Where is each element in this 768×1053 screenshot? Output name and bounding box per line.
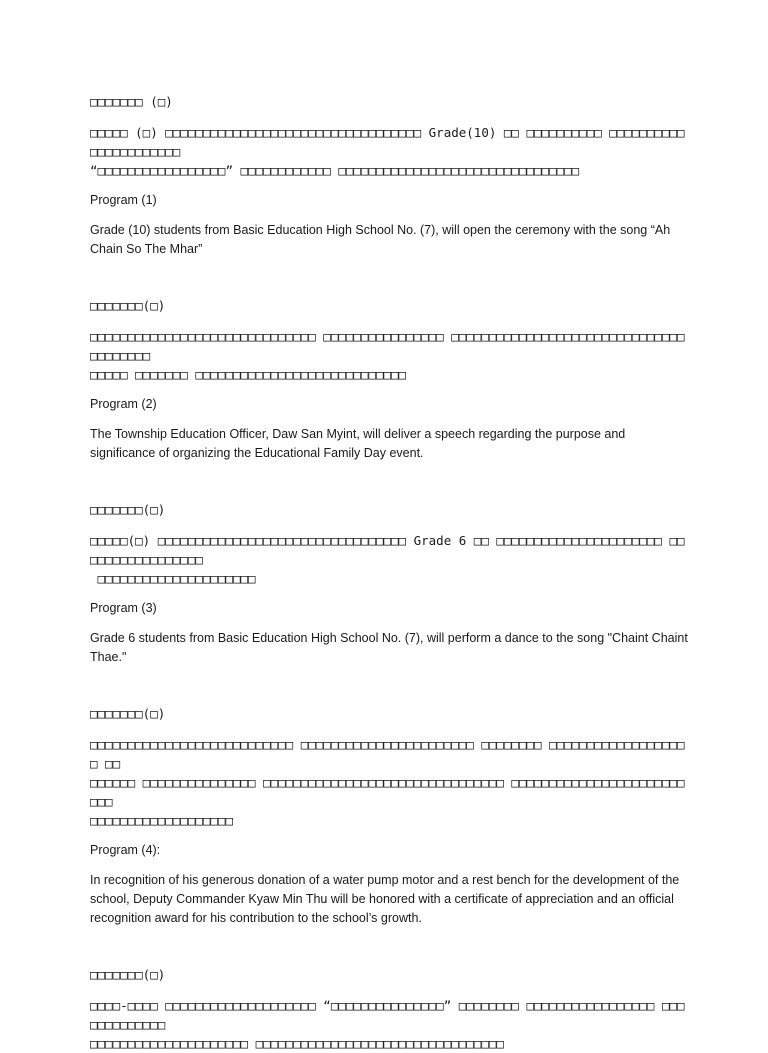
section-paragraph-mm: □□□□□□□□□□□□□□□□□□□□□□□□□□□ □□□□□□□□□□□□□□□□□□□□□□□ □□□□□□□□ □□□□□□□□□□□□□□□□□□□ □□ □□□□□□ □□□□□□□□□□□□□□□ □□□□□□□□□□□□□□□□□□□□□□□□□□□□□□□□ □□□□□□□□□□□□□□□□□□□□□□□□□□ □□□□□□□□□□□□□□□□□□□ [90,737,685,828]
section-gap [90,667,688,705]
section-paragraph-en: Grade 6 students from Basic Education High School No. (7), will perform a dance to the song "Chaint Chaint Thae." [90,631,688,664]
section-paragraph-en: Grade (10) students from Basic Education High School No. (7), will open the ceremony with the song “Ah Chain So The Mhar” [90,223,671,256]
section-paragraph-mm: □□□□□ (□) □□□□□□□□□□□□□□□□□□□□□□□□□□□□□□□□□□ Grade(10) □□ □□□□□□□□□□ □□□□□□□□□□□□□□□□□□□□□□ “□□□□□□□□□□□□□□□□□” □□□□□□□□□□□□ □□□□□□□□□□□□□□□□□□□□□□□□□□□□□□□□ [90,125,685,178]
section-gap [90,463,688,501]
program-section-5 [90,966,688,1053]
section-heading-mm: □□□□□□□(□) [90,502,166,517]
section-gap [90,259,688,297]
section-label-en: Program (3) [90,601,157,615]
program-section-4 [90,705,688,928]
section-heading-mm: □□□□□□□(□) [90,967,166,982]
section-heading-mm: □□□□□□□(□) [90,706,166,721]
section-label-en: Program (4): [90,843,161,857]
section-label-en: Program (1) [90,193,157,207]
program-section-3 [90,501,688,667]
section-paragraph-en: In recognition of his generous donation of a water pump motor and a rest bench for the development of the school, Deputy Commander Kyaw Min Thu will be honored with a certificate of appreciation and an official recognition award for his contribution to the school’s growth. [90,873,680,925]
program-section-1 [90,93,688,259]
section-paragraph-mm: □□□□-□□□□ □□□□□□□□□□□□□□□□□□□□ “□□□□□□□□□□□□□□□” □□□□□□□□ □□□□□□□□□□□□□□□□□ □□□□□□□□□□□□□ □□□□□□□□□□□□□□□□□□□□□ □□□□□□□□□□□□□□□□□□□□□□□□□□□□□□□□□ [90,998,685,1051]
section-gap [90,928,688,966]
section-paragraph-mm: □□□□□(□) □□□□□□□□□□□□□□□□□□□□□□□□□□□□□□□□□ Grade 6 □□ □□□□□□□□□□□□□□□□□□□□□□ □□□□□□□□□□□□□□□□□ □□□□□□□□□□□□□□□□□□□□□ [90,533,685,586]
section-heading-mm: □□□□□□□ (□) [90,94,173,109]
section-paragraph-en: The Township Education Officer, Daw San Myint, will deliver a speech regarding the purpose and significance of organizing the Educational Family Day event. [90,427,626,460]
program-section-2 [90,297,688,463]
section-heading-mm: □□□□□□□(□) [90,298,166,313]
section-label-en: Program (2) [90,397,157,411]
section-paragraph-mm: □□□□□□□□□□□□□□□□□□□□□□□□□□□□□□ □□□□□□□□□□□□□□□□ □□□□□□□□□□□□□□□□□□□□□□□□□□□□□□□□□□□□□□□ □□□□□ □□□□□□□ □□□□□□□□□□□□□□□□□□□□□□□□□□□□ [90,329,685,382]
